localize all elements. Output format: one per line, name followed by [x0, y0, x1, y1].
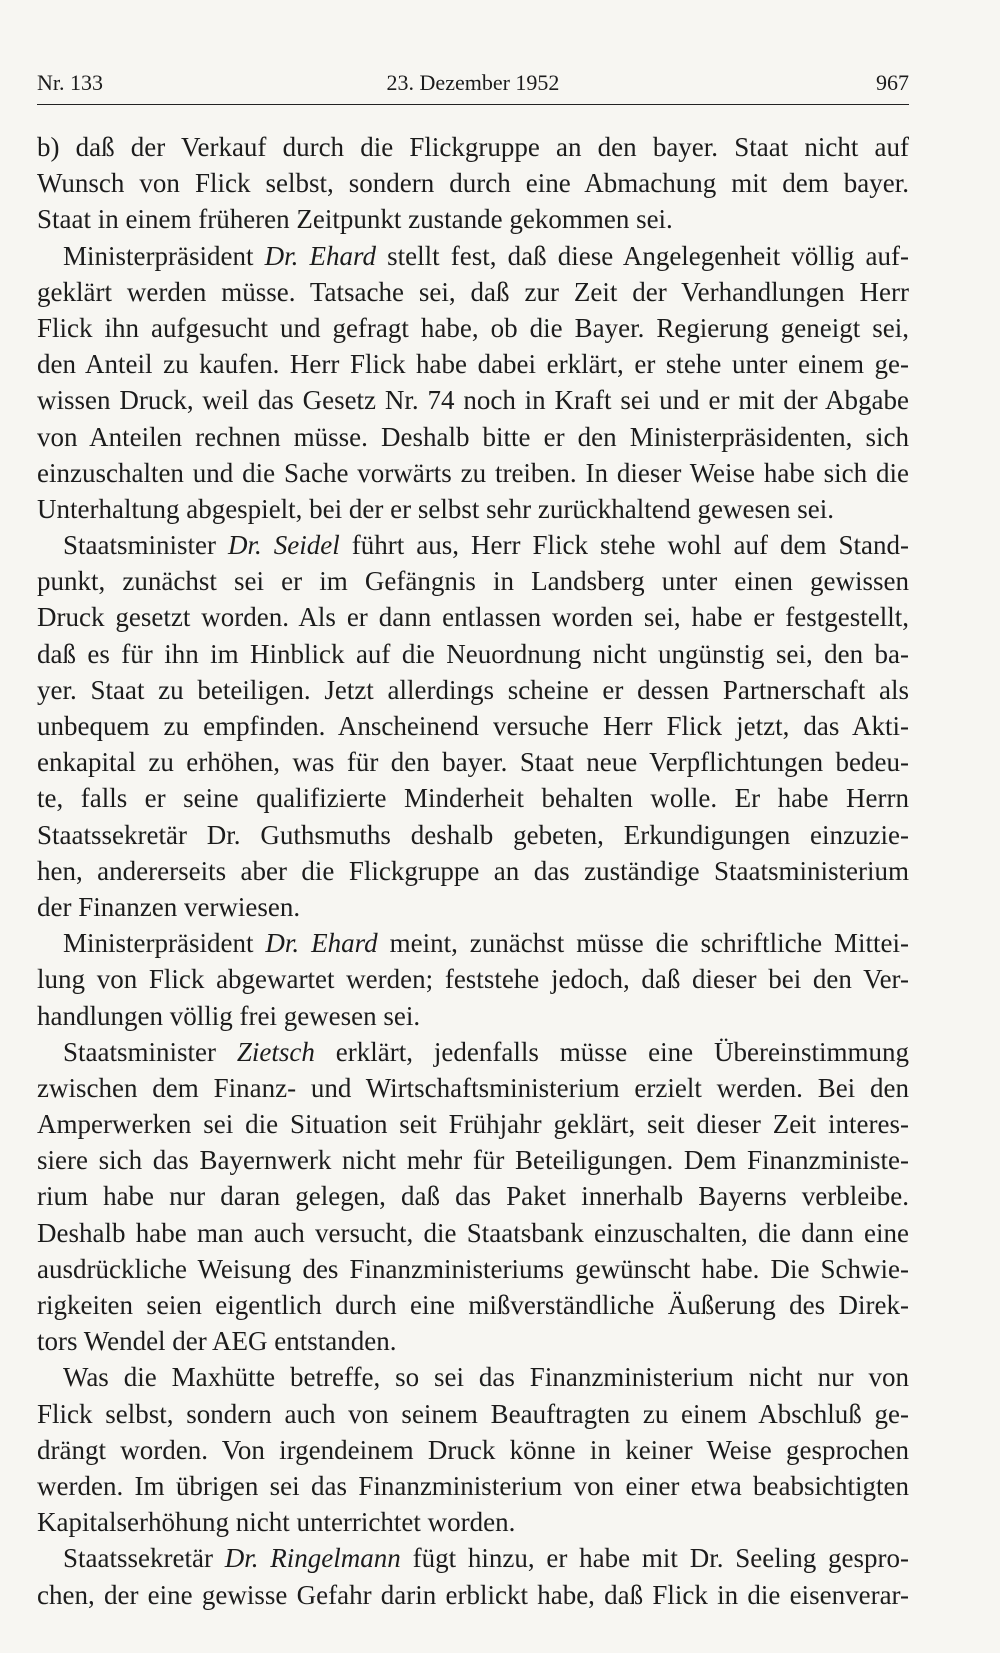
speaker-title: Staatssekretär	[63, 1543, 225, 1574]
text-line	[37, 238, 909, 274]
line-text: geklärt werden müsse. Tatsache sei, daß zur Zeit der Verhandlungen Herr	[37, 276, 909, 307]
text-line	[37, 274, 909, 310]
text-line	[37, 1142, 909, 1178]
line-text: Was die Maxhütte betreffe, so sei das Finanzministerium nicht nur von	[63, 1362, 909, 1393]
text-line	[37, 1577, 909, 1613]
text-line	[37, 780, 909, 816]
line-text: drängt worden. Von irgendeinem Druck könne in keiner Weise gesprochen	[37, 1434, 909, 1465]
line-text: tors Wendel der AEG entstanden.	[37, 1326, 397, 1357]
line-text: der Finanzen verwiesen.	[37, 891, 301, 922]
text-line	[37, 1323, 909, 1359]
text-line	[37, 1359, 909, 1395]
text-line	[37, 563, 909, 599]
text-line	[37, 1504, 909, 1540]
text-line	[37, 1251, 909, 1287]
line-text: Druck gesetzt worden. Als er dann entlassen worden sei, habe er festgestellt,	[37, 602, 909, 633]
line-text: daß es für ihn im Hinblick auf die Neuordnung nicht ungünstig sei, den ba-	[37, 638, 909, 669]
line-text: werden. Im übrigen sei das Finanzministerium von einer etwa beabsichtigten	[37, 1470, 909, 1501]
text-line	[37, 1396, 909, 1432]
line-text: Flick ihn aufgesucht und gefragt habe, ob die Bayer. Regierung geneigt sei,	[37, 312, 909, 343]
text-line	[37, 346, 909, 382]
line-text: zwischen dem Finanz- und Wirtschaftsministerium erzielt werden. Bei den	[37, 1072, 909, 1103]
header-rule	[37, 104, 909, 105]
text-line	[37, 1540, 909, 1576]
text-line	[37, 853, 909, 889]
text-line	[37, 961, 909, 997]
speaker-name: Dr. Ringelmann	[224, 1543, 401, 1574]
line-text: Staat in einem früheren Zeitpunkt zustande gekommen sei.	[37, 204, 673, 235]
text-line	[37, 1468, 909, 1504]
line-text: führt aus, Herr Flick stehe wohl auf dem Stand-	[339, 530, 910, 561]
document-date: 23. Dezember 1952	[386, 70, 560, 95]
text-line	[37, 672, 909, 708]
line-text: enkapital zu erhöhen, was für den bayer. Staat neue Verpflichtungen bedeu-	[37, 747, 909, 778]
line-text: Deshalb habe man auch versucht, die Staatsbank einzuschalten, die dann eine	[37, 1217, 909, 1248]
running-head	[37, 70, 909, 104]
text-line	[37, 1215, 909, 1251]
line-text: fügt hinzu, er habe mit Dr. Seeling gespro-	[400, 1543, 910, 1574]
line-text: Wunsch von Flick selbst, sondern durch eine Abmachung mit dem bayer.	[37, 168, 909, 199]
text-line	[37, 129, 909, 165]
text-line	[37, 889, 909, 925]
text-line	[37, 1287, 909, 1323]
text-line	[37, 1178, 909, 1214]
text-line	[37, 165, 909, 201]
text-line	[37, 527, 909, 563]
text-line	[37, 998, 909, 1034]
text-line	[37, 1106, 909, 1142]
line-text: punkt, zunächst sei er im Gefängnis in Landsberg unter einen gewissen	[37, 566, 909, 597]
line-text: rigkeiten seien eigentlich durch eine mißverständliche Äußerung des Direk-	[37, 1290, 909, 1320]
line-text: yer. Staat zu beteiligen. Jetzt allerdings scheine er dessen Partnerschaft als	[37, 674, 909, 705]
line-text: Kapitalserhöhung nicht unterrichtet worden.	[37, 1507, 516, 1538]
line-text: lung von Flick abgewartet werden; feststehe jedoch, daß dieser bei den Ver-	[37, 964, 909, 995]
speaker-name: Dr. Ehard	[264, 240, 376, 271]
speaker-title: Ministerpräsident	[63, 928, 266, 959]
line-text: meint, zunächst müsse die schriftliche Mittei-	[377, 928, 909, 959]
text-line	[37, 744, 909, 780]
text-line	[37, 310, 909, 346]
line-text: te, falls er seine qualifizierte Minderheit behalten wolle. Er habe Herrn	[37, 783, 909, 814]
line-text: stellt fest, daß diese Angelegenheit völlig auf-	[375, 240, 909, 271]
line-text: wissen Druck, weil das Gesetz Nr. 74 noch in Kraft sei und er mit der Abgabe	[37, 385, 909, 416]
text-line	[37, 708, 909, 744]
speaker-name: Zietsch	[236, 1036, 315, 1067]
speaker-title: Ministerpräsident	[63, 240, 265, 271]
text-line	[37, 599, 909, 635]
text-line	[37, 636, 909, 672]
text-line	[37, 1432, 909, 1468]
line-text: von Anteilen rechnen müsse. Deshalb bitte er den Ministerpräsidenten, sich	[37, 421, 909, 452]
line-text: unbequem zu empfinden. Anscheinend versuche Herr Flick jetzt, das Akti-	[37, 711, 909, 741]
speaker-name: Dr. Ehard	[265, 928, 378, 959]
line-text: rium habe nur daran gelegen, daß das Paket innerhalb Bayerns verbleibe.	[37, 1181, 909, 1212]
line-text: ausdrückliche Weisung des Finanzministeriums gewünscht habe. Die Schwie-	[37, 1253, 909, 1284]
line-text: hen, andererseits aber die Flickgruppe an das zuständige Staatsministerium	[37, 855, 909, 886]
line-text: chen, der eine gewisse Gefahr darin erblickt habe, daß Flick in die eisenverar-	[37, 1579, 909, 1610]
line-text: siere sich das Bayernwerk nicht mehr für Beteiligungen. Dem Finanzministe-	[37, 1145, 909, 1176]
line-text: Flick selbst, sondern auch von seinem Beauftragten zu einem Abschluß ge-	[37, 1398, 909, 1429]
text-line	[37, 491, 909, 527]
text-line	[37, 1034, 909, 1070]
text-line	[37, 817, 909, 853]
line-text: erklärt, jedenfalls müsse eine Übereinstimmung	[314, 1036, 909, 1067]
text-line	[37, 455, 909, 491]
text-line	[37, 1070, 909, 1106]
line-text: handlungen völlig frei gewesen sei.	[37, 1000, 421, 1031]
line-text: Unterhaltung abgespielt, bei der er selbst sehr zurückhaltend gewesen sei.	[37, 493, 834, 524]
line-text: den Anteil zu kaufen. Herr Flick habe dabei erklärt, er stehe unter einem ge-	[37, 349, 909, 380]
line-text: b) daß der Verkauf durch die Flickgruppe an den bayer. Staat nicht auf	[37, 132, 909, 162]
text-line	[37, 201, 909, 237]
line-text: einzuschalten und die Sache vorwärts zu treiben. In dieser Weise habe sich die	[37, 457, 909, 488]
line-text: Staatssekretär Dr. Guthsmuths deshalb gebeten, Erkundigungen einzuzie-	[37, 819, 909, 850]
text-line	[37, 382, 909, 418]
speaker-name: Dr. Seidel	[228, 530, 340, 561]
text-line	[37, 925, 909, 961]
line-text: Amperwerken sei die Situation seit Frühjahr geklärt, seit dieser Zeit interes-	[37, 1109, 909, 1140]
speaker-title: Staatsminister	[63, 530, 228, 561]
text-line	[37, 419, 909, 455]
body-text	[37, 129, 909, 1613]
speaker-title: Staatsminister	[63, 1036, 237, 1067]
document-number: Nr. 133	[37, 70, 103, 95]
page-number: 967	[876, 70, 909, 95]
